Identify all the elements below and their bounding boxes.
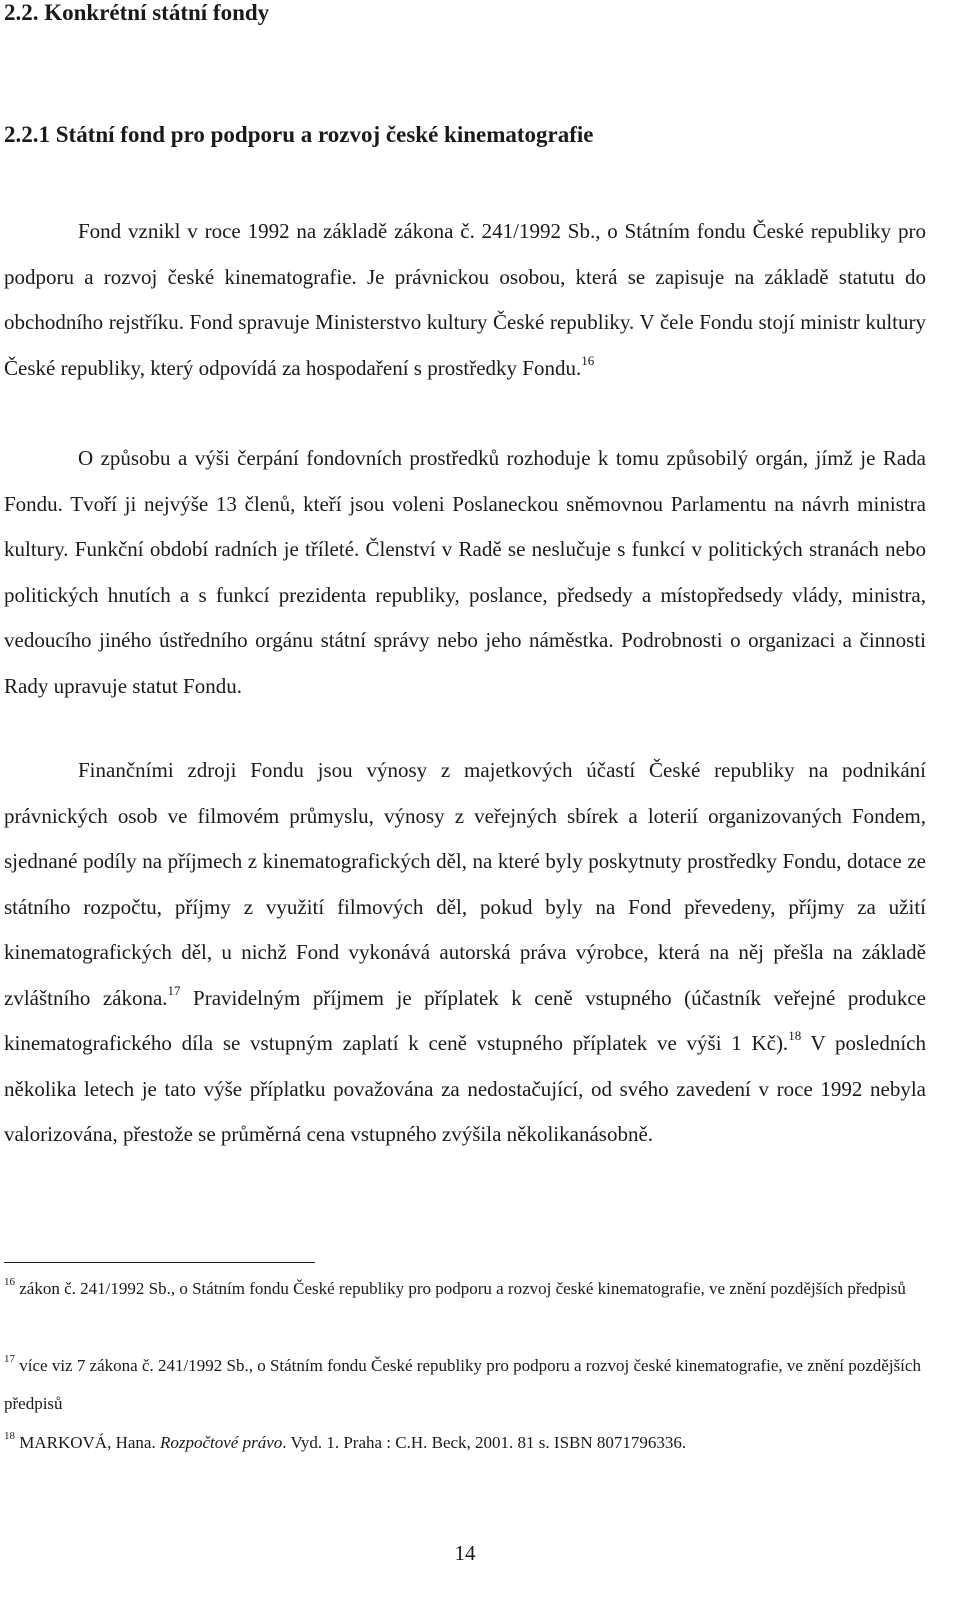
paragraph-3-text-part1: Finančními zdroji Fondu jsou výnosy z majetkových účastí České republiky na podnikání právnických osob ve filmovém průmyslu, výnosy z veřejných sbírek a loterií organizovaných Fondem, sjednané podíly na příjmech z kinematografických děl, na které byly poskytnuty prostředky Fondu, dotace ze státního rozpočtu, příjmy z využití filmových děl, pokud byly na Fond převedeny, příjmy za užití kinematografických děl, u nichž Fond vykonává autorská práva výrobce, která na něj přešla na základě zvláštního zákona.: [4, 758, 926, 1010]
paragraph-2-text: O způsobu a výši čerpání fondovních prostředků rozhoduje k tomu způsobilý orgán, jímž je Rada Fondu. Tvoří ji nejvýše 13 členů, kteří jsou voleni Poslaneckou sněmovnou Parlamentu na návrh ministra kultury. Funkční období radních je tříleté. Členství v Radě se neslučuje s funkcí v politických stranách nebo politických hnutích a s funkcí prezidenta republiky, poslance, předsedy a místopředsedy vlády, ministra, vedoucího jiného ústředního orgánu státní správy nebo jeho náměstka. Podrobnosti o organizaci a činnosti Rady upravuje statut Fondu.: [4, 446, 926, 698]
footnote-18: [4, 1424, 924, 1462]
footnote-18-author: MARKOVÁ, Hana.: [15, 1433, 160, 1452]
footnote-17: [4, 1347, 924, 1423]
footnote-16-text: zákon č. 241/1992 Sb., o Státním fondu České republiky pro podporu a rozvoj české kinematografie, ve znění pozdějších předpisů: [15, 1279, 906, 1298]
footnote-17-number: 17: [4, 1353, 15, 1365]
footnote-18-rest: . Vyd. 1. Praha : C.H. Beck, 2001. 81 s. ISBN 8071796336.: [282, 1433, 687, 1452]
footnote-ref-17: 17: [167, 982, 181, 998]
paragraph-3: [4, 748, 926, 1158]
paragraph-2: [4, 436, 926, 709]
paragraph-3-text-part3: V posledních několika letech je tato výše příplatku považována za nedostačující, od svého zavedení v roce 1992 nebyla valorizována, přestože se průměrná cena vstupného zvýšila několikanásobně.: [4, 1031, 926, 1146]
subsection-heading: 2.2.1 Státní fond pro podporu a rozvoj české kinematografie: [4, 122, 594, 147]
footnote-ref-18: 18: [788, 1028, 802, 1043]
footnote-17-text: více viz 7 zákona č. 241/1992 Sb., o Státním fondu České republiky pro podporu a rozvoj české kinematografie, ve znění pozdějších předpisů: [4, 1356, 921, 1413]
paragraph-1-text: Fond vznikl v roce 1992 na základě zákona č. 241/1992 Sb., o Státním fondu České republiky pro podporu a rozvoj české kinematografie. Je právnickou osobou, která se zapisuje na základě statutu do obchodního rejstříku. Fond spravuje Ministerstvo kultury České republiky. V čele Fondu stojí ministr kultury České republiky, který odpovídá za hospodaření s prostředky Fondu.: [4, 219, 926, 380]
paragraph-1: [4, 209, 926, 391]
footnote-16-number: 16: [4, 1276, 15, 1288]
footnote-separator: [4, 1262, 315, 1263]
footnote-18-title: Rozpočtové právo: [159, 1433, 283, 1452]
section-heading: 2.2. Konkrétní státní fondy: [4, 0, 270, 25]
paragraph-3-text-part2: Pravidelným příjmem je příplatek k ceně vstupného (účastník veřejné produkce kinematografického díla se vstupným zaplatí k ceně vstupného příplatek ve výši 1 Kč).: [4, 985, 926, 1055]
footnote-16: [4, 1270, 924, 1308]
footnote-ref-16: 16: [581, 352, 595, 368]
page-number: 14: [454, 1541, 476, 1565]
footnote-18-number: 18: [4, 1430, 15, 1442]
